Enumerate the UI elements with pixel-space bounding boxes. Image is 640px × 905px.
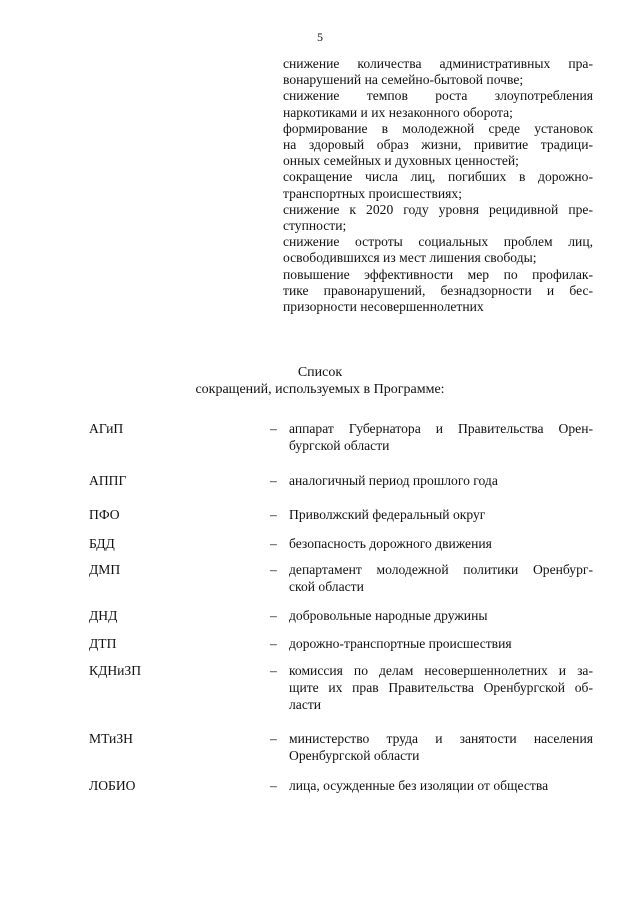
intro-line: тике правонарушений, безнадзорности и бес- (283, 282, 593, 298)
intro-line: снижение к 2020 году уровня рецидивной пре- (283, 201, 593, 217)
abbreviation-definition (289, 561, 593, 595)
definition-line: дорожно-транспортные происшествия (289, 636, 512, 651)
abbreviation-dash: – (270, 507, 277, 522)
intro-line: онных семейных и духовных ценностей; (283, 153, 519, 169)
abbreviations-title (0, 364, 640, 398)
definition-line: департамент молодежной политики Оренбург- (289, 562, 593, 577)
intro-line: ступности; (283, 218, 347, 234)
definition-line: ласти (289, 697, 322, 712)
intro-line: снижение остроты социальных проблем лиц, (283, 234, 593, 250)
definition-line: добровольные народные дружины (289, 608, 488, 623)
abbreviation-dash: – (270, 663, 277, 678)
abbreviation-term: КДНиЗП (89, 663, 142, 678)
abbreviation-term: ДМП (89, 562, 121, 577)
intro-line: формирование в молодежной среде установок (283, 120, 593, 136)
abbreviation-term: АГиП (89, 421, 124, 436)
abbreviation-definition (289, 472, 593, 489)
abbreviation-term: ПФО (89, 507, 120, 522)
definition-line: щите их прав Правительства Оренбургской об- (289, 680, 593, 695)
page-number: 5 (317, 30, 323, 44)
definition-line: лица, осужденные без изоляции от общества (289, 778, 549, 793)
intro-line: повышение эффективности мер по профилак- (283, 266, 593, 282)
abbreviation-definition (289, 662, 593, 713)
abbreviation-definition (289, 635, 593, 652)
abbreviation-dash: – (270, 473, 277, 488)
abbreviation-dash: – (270, 608, 277, 623)
title-line-2: сокращений, используемых в Программе: (195, 382, 445, 397)
intro-line: призорности несовершеннолетних (283, 299, 484, 315)
abbreviation-term: МТиЗН (89, 731, 133, 746)
abbreviation-term: БДД (89, 536, 115, 551)
abbreviation-definition (289, 777, 593, 794)
abbreviation-term: ЛОБИО (89, 778, 136, 793)
abbreviation-dash: – (270, 562, 277, 577)
intro-line: вонарушений на семейно-бытовой почве; (283, 72, 524, 88)
abbreviation-dash: – (270, 421, 277, 436)
abbreviation-term: ДТП (89, 636, 117, 651)
intro-line: на здоровый образ жизни, привитие традици- (283, 137, 593, 153)
abbreviation-definition (289, 607, 593, 624)
intro-line: сокращение числа лиц, погибших в дорожно- (283, 169, 593, 185)
abbreviation-definition (289, 730, 593, 764)
abbreviation-definition (289, 535, 593, 552)
title-line-1: Список (297, 365, 343, 380)
definition-line: аналогичный период прошлого года (289, 473, 498, 488)
definition-line: Оренбургской области (289, 748, 420, 763)
abbreviation-dash: – (270, 731, 277, 746)
definition-line: бургской области (289, 438, 390, 453)
abbreviation-definition (289, 506, 593, 523)
abbreviation-dash: – (270, 778, 277, 793)
definition-line: ской области (289, 579, 364, 594)
expected-results-list (283, 56, 593, 315)
intro-line: транспортных происшествиях; (283, 185, 462, 201)
intro-line: снижение количества административных пра- (283, 56, 593, 71)
abbreviation-dash: – (270, 636, 277, 651)
definition-line: аппарат Губернатора и Правительства Орен- (289, 421, 593, 436)
abbreviation-dash: – (270, 536, 277, 551)
definition-line: министерство труда и занятости населения (289, 731, 593, 746)
definition-line: безопасность дорожного движения (289, 536, 492, 551)
definition-line: Приволжский федеральный округ (289, 507, 486, 522)
intro-line: освободившихся из мест лишения свободы; (283, 250, 537, 266)
intro-line: снижение темпов роста злоупотребления (283, 88, 593, 104)
intro-line: наркотиками и их незаконного оборота; (283, 104, 513, 120)
abbreviation-term: ДНД (89, 608, 118, 623)
definition-line: комиссия по делам несовершеннолетних и за- (289, 663, 593, 678)
abbreviation-definition (289, 420, 593, 454)
abbreviation-term: АППГ (89, 473, 127, 488)
